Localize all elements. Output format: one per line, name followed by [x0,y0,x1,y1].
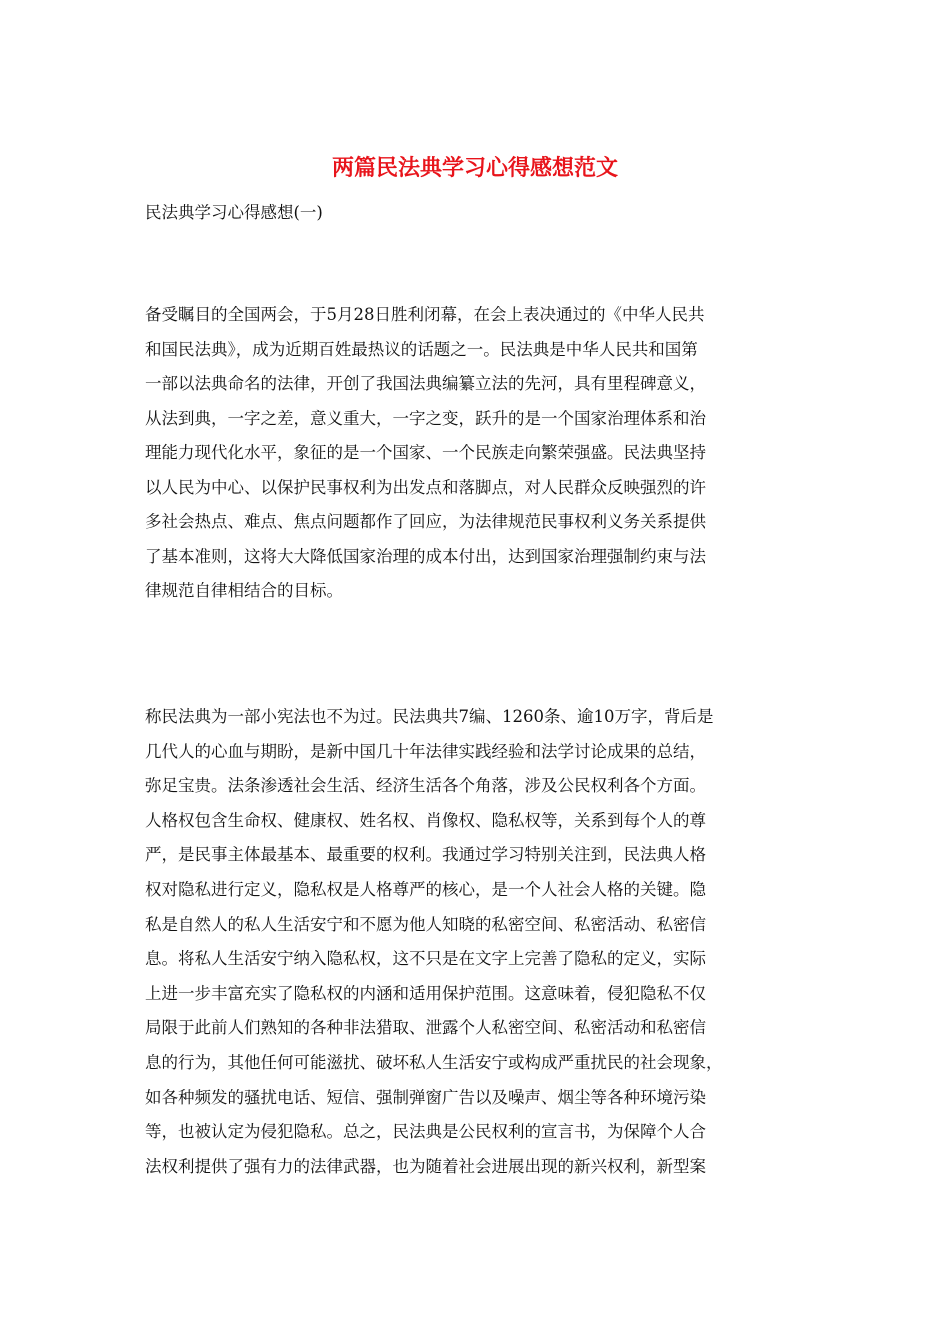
text-line: 理能力现代化水平，象征的是一个国家、一个民族走向繁荣强盛。民法典坚持 [145,443,706,462]
text-line: 备受瞩目的全国两会，于5月28日胜利闭幕，在会上表决通过的《中华人民共 [145,305,705,324]
text-line: 几代人的心血与期盼，是新中国几十年法律实践经验和法学讨论成果的总结， [145,741,706,761]
text-line: 息。将私人生活安宁纳入隐私权，这不只是在文字上完善了隐私的定义，实际 [145,949,706,969]
text-line: 多社会热点、难点、焦点问题都作了回应，为法律规范民事权利义务关系提供 [145,512,706,531]
text-line: 弥足宝贵。法条渗透社会生活、经济生活各个角落，涉及公民权利各个方面。 [145,776,706,796]
text-line: 私是自然人的私人生活安宁和不愿为他人知晓的私密空间、私密活动、私密信 [145,914,706,934]
text-line: 如各种频发的骚扰电话、短信、强制弹窗广告以及噪声、烟尘等各种环境污染 [145,1087,706,1107]
text-line: 从法到典，一字之差，意义重大，一字之变，跃升的是一个国家治理体系和治 [145,408,706,428]
text-line: 息的行为，其他任何可能滋扰、破坏私人生活安宁或构成严重扰民的社会现象， [145,1052,723,1072]
text-line: 和国民法典》，成为近期百姓最热议的话题之一。民法典是中华人民共和国第 [145,339,698,359]
text-line: 律规范自律相结合的目标。 [145,581,343,600]
document-title: 两篇民法典学习心得感想范文 [331,155,618,181]
text-line: 以人民为中心、以保护民事权利为出发点和落脚点，对人民群众反映强烈的许 [145,477,706,497]
text-line: 法权利提供了强有力的法律武器，也为随着社会进展出现的新兴权利，新型案 [145,1156,706,1176]
paragraph-2 [145,700,805,1184]
text-line: 权对隐私进行定义，隐私权是人格尊严的核心，是一个人社会人格的关键。隐 [145,879,706,899]
text-line: 上进一步丰富充实了隐私权的内涵和适用保护范围。这意味着，侵犯隐私不仅 [145,983,706,1003]
text-line: 一部以法典命名的法律，开创了我国法典编纂立法的先河，具有里程碑意义， [145,374,706,393]
text-line: 严，是民事主体最基本、最重要的权利。我通过学习特别关注到，民法典人格 [145,845,706,865]
text-line: 等，也被认定为侵犯隐私。总之，民法典是公民权利的宣言书，为保障个人合 [145,1122,706,1142]
document-subtitle: 民法典学习心得感想(一) [145,203,323,222]
text-line: 称民法典为一部小宪法也不为过。民法典共7编、1260条、逾10万字，背后是 [145,707,714,726]
text-line: 了基本准则，这将大大降低国家治理的成本付出，达到国家治理强制约束与法 [145,546,706,566]
text-line: 局限于此前人们熟知的各种非法猎取、泄露个人私密空间、私密活动和私密信 [145,1018,706,1038]
text-line: 人格权包含生命权、健康权、姓名权、肖像权、隐私权等，关系到每个人的尊 [145,810,706,830]
paragraph-1 [145,298,805,609]
